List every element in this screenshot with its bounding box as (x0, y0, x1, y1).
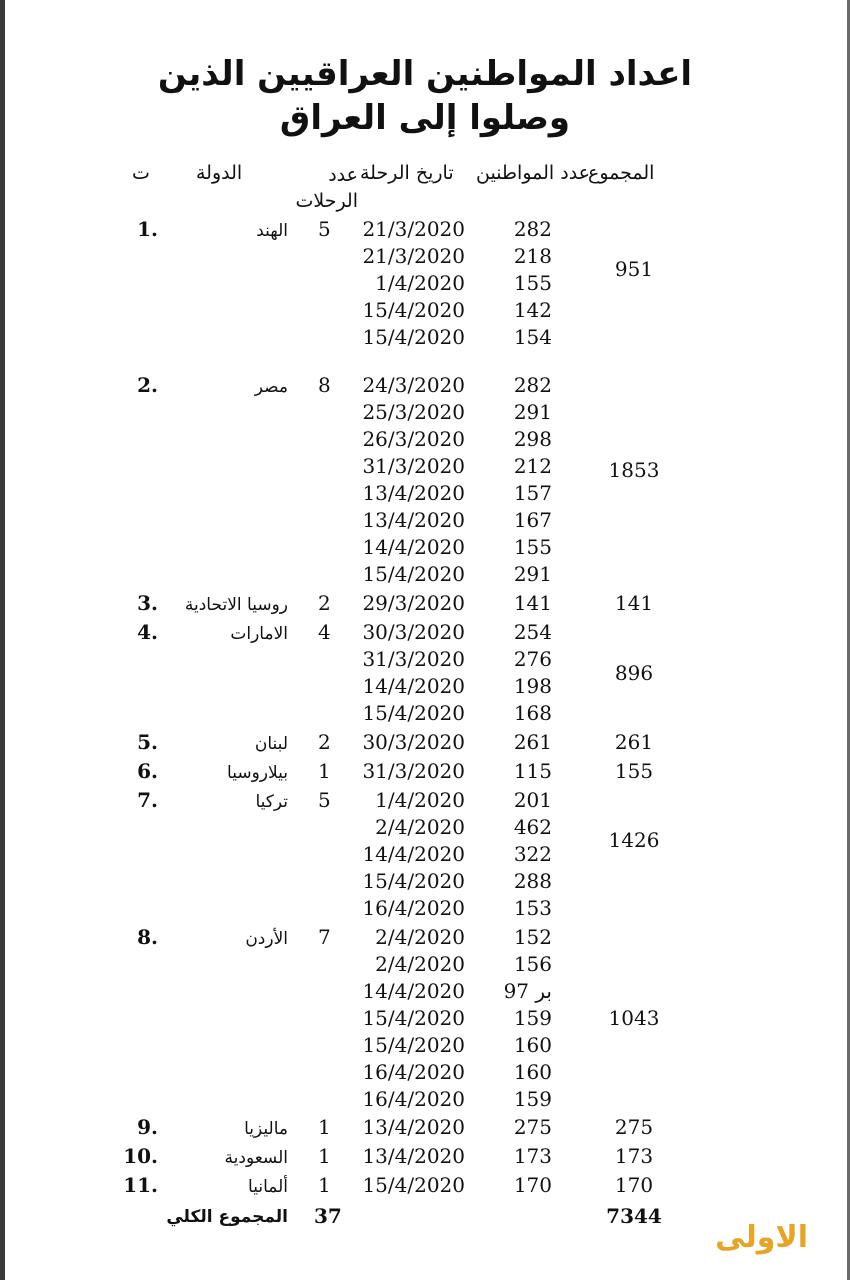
flight-citizens: 167 (513, 508, 552, 532)
flight-date: 13/4/2020 (362, 508, 465, 532)
footer-total: 7344 (606, 1204, 662, 1228)
publisher-logo: الاولى (715, 1220, 808, 1255)
row-country: ألمانيا (248, 1177, 288, 1197)
flight-citizens: 218 (513, 244, 552, 268)
flight-date: 2/4/2020 (375, 925, 465, 949)
row-country: الامارات (230, 624, 288, 644)
flight-date: 31/3/2020 (362, 647, 465, 671)
flight-citizens: 298 (513, 427, 552, 451)
flight-citizens: 142 (513, 298, 552, 322)
flight-citizens: 276 (513, 647, 552, 671)
flight-citizens: 168 (513, 701, 552, 725)
flight-date: 13/4/2020 (362, 481, 465, 505)
flight-citizens: 173 (513, 1144, 552, 1168)
row-trips: 8 (318, 373, 331, 397)
flight-citizens: 201 (513, 788, 552, 812)
row-index: 9. (137, 1115, 158, 1139)
flight-citizens: 141 (513, 591, 552, 615)
row-total: 155 (614, 759, 654, 783)
flight-date: 1/4/2020 (375, 271, 465, 295)
flight-date: 29/3/2020 (362, 591, 465, 615)
flight-date: 13/4/2020 (362, 1115, 465, 1139)
flight-date: 14/4/2020 (362, 979, 465, 1003)
row-index: 2. (137, 373, 158, 397)
flight-date: 31/3/2020 (362, 759, 465, 783)
flight-citizens: 261 (513, 730, 552, 754)
row-index: 3. (137, 591, 158, 615)
flight-date: 14/4/2020 (362, 674, 465, 698)
row-index: 11. (123, 1173, 158, 1197)
flight-citizens: 291 (513, 562, 552, 586)
row-total: 275 (614, 1115, 654, 1139)
header-total: المجموع (588, 162, 655, 184)
flight-date: 30/3/2020 (362, 730, 465, 754)
row-total: 1043 (608, 1006, 660, 1030)
row-total: 261 (614, 730, 654, 754)
footer-label: المجموع الكلي (166, 1207, 288, 1227)
flight-date: 15/4/2020 (362, 701, 465, 725)
flight-date: 30/3/2020 (362, 620, 465, 644)
row-trips: 1 (318, 1115, 331, 1139)
row-index: 8. (137, 925, 158, 949)
header-country: الدولة (196, 162, 243, 184)
flight-citizens: 291 (513, 400, 552, 424)
flight-date: 16/4/2020 (362, 896, 465, 920)
flight-citizens: 275 (513, 1115, 552, 1139)
flight-date: 15/4/2020 (362, 562, 465, 586)
flight-citizens: 152 (513, 925, 552, 949)
row-index: 5. (137, 730, 158, 754)
flight-citizens: 160 (513, 1060, 552, 1084)
header-citizens: عدد المواطنين (476, 162, 591, 184)
flight-citizens: 155 (513, 271, 552, 295)
row-country: مصر (254, 377, 288, 397)
flight-date: 15/4/2020 (362, 869, 465, 893)
flight-date: 15/4/2020 (362, 1006, 465, 1030)
flight-date: 13/4/2020 (362, 1144, 465, 1168)
flight-date: 15/4/2020 (362, 1033, 465, 1057)
row-country: بيلاروسيا (227, 763, 288, 783)
flight-citizens: 282 (513, 217, 552, 241)
row-index: 6. (137, 759, 158, 783)
row-country: الهند (256, 221, 288, 241)
flight-citizens: 154 (513, 325, 552, 349)
row-total: 170 (614, 1173, 654, 1197)
flight-date: 16/4/2020 (362, 1087, 465, 1111)
row-total: 1426 (608, 828, 660, 852)
row-country: السعودية (224, 1148, 288, 1168)
row-country: الأردن (245, 929, 288, 949)
flight-citizens: 198 (513, 674, 552, 698)
row-trips: 5 (318, 788, 331, 812)
flight-citizens: 155 (513, 535, 552, 559)
row-total: 1853 (608, 458, 660, 482)
flight-date: 2/4/2020 (375, 815, 465, 839)
flight-date: 15/4/2020 (362, 1173, 465, 1197)
row-country: لبنان (254, 734, 288, 754)
flight-citizens: 97 بر (503, 979, 552, 1003)
row-trips: 2 (318, 730, 331, 754)
header-trips: عدد الرحلات (295, 164, 358, 212)
flight-date: 21/3/2020 (362, 217, 465, 241)
flight-date: 2/4/2020 (375, 952, 465, 976)
flight-citizens: 156 (513, 952, 552, 976)
flight-date: 15/4/2020 (362, 298, 465, 322)
row-trips: 1 (318, 759, 331, 783)
row-index: 7. (137, 788, 158, 812)
row-trips: 5 (318, 217, 331, 241)
row-trips: 1 (318, 1173, 331, 1197)
footer-trips: 37 (314, 1204, 342, 1228)
row-country: ماليزيا (244, 1119, 288, 1139)
flight-citizens: 157 (513, 481, 552, 505)
row-trips: 1 (318, 1144, 331, 1168)
flight-citizens: 254 (513, 620, 552, 644)
flight-date: 31/3/2020 (362, 454, 465, 478)
flight-citizens: 288 (513, 869, 552, 893)
flight-date: 16/4/2020 (362, 1060, 465, 1084)
row-total: 173 (614, 1144, 654, 1168)
flight-date: 26/3/2020 (362, 427, 465, 451)
row-index: 1. (137, 217, 158, 241)
flight-citizens: 115 (513, 759, 552, 783)
flight-citizens: 159 (513, 1087, 552, 1111)
flight-date: 1/4/2020 (375, 788, 465, 812)
flight-citizens: 462 (513, 815, 552, 839)
photo-edge-left (0, 0, 5, 1280)
flight-citizens: 322 (513, 842, 552, 866)
row-trips: 2 (318, 591, 331, 615)
row-total: 951 (614, 257, 654, 281)
row-index: 10. (123, 1144, 158, 1168)
flight-date: 21/3/2020 (362, 244, 465, 268)
flight-citizens: 212 (513, 454, 552, 478)
flight-citizens: 282 (513, 373, 552, 397)
flight-date: 25/3/2020 (362, 400, 465, 424)
flight-date: 14/4/2020 (362, 535, 465, 559)
header-date: تاريخ الرحلة (360, 162, 454, 184)
row-country: تركيا (255, 792, 288, 812)
flight-citizens: 160 (513, 1033, 552, 1057)
row-country: روسيا الاتحادية (184, 595, 288, 615)
row-total: 141 (614, 591, 654, 615)
row-index: 4. (137, 620, 158, 644)
row-trips: 4 (318, 620, 331, 644)
row-total: 896 (614, 661, 654, 685)
flight-citizens: 153 (513, 896, 552, 920)
flight-citizens: 170 (513, 1173, 552, 1197)
row-trips: 7 (318, 925, 331, 949)
flight-citizens: 159 (513, 1006, 552, 1030)
flight-date: 14/4/2020 (362, 842, 465, 866)
flight-date: 15/4/2020 (362, 325, 465, 349)
page-title: اعداد المواطنين العراقيين الذين وصلوا إلى العراق (157, 54, 693, 138)
flight-date: 24/3/2020 (362, 373, 465, 397)
header-index: ت (132, 162, 150, 184)
